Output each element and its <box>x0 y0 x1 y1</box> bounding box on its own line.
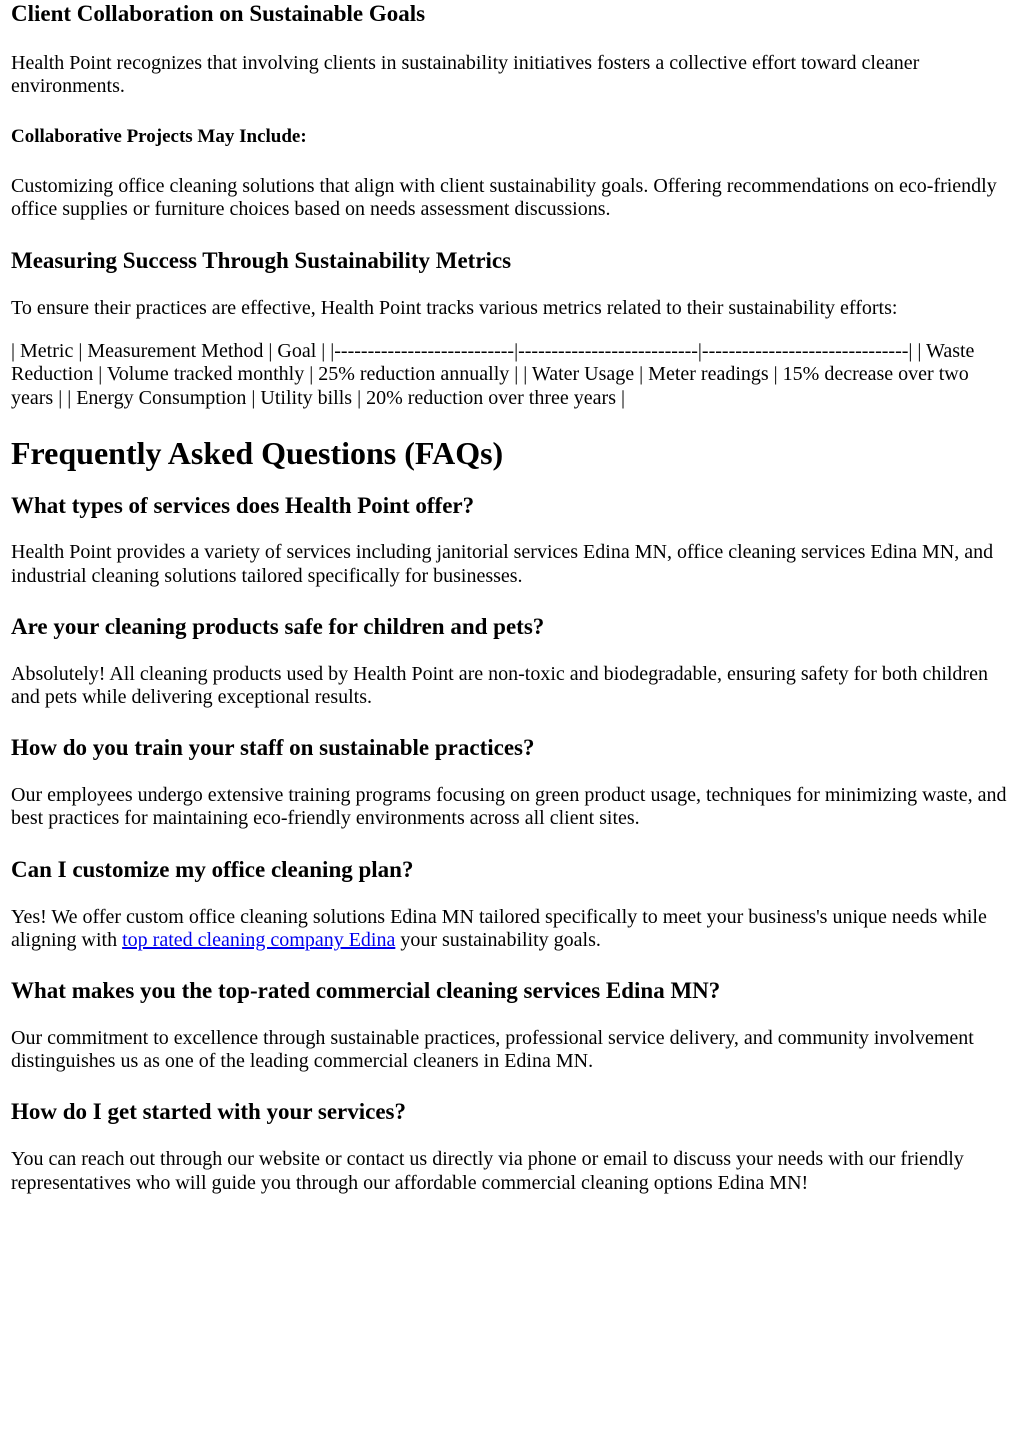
faq-question: What makes you the top-rated commercial cleaning services Edina MN? <box>11 977 721 1003</box>
cleaning-company-link[interactable]: top rated cleaning company Edina <box>122 929 396 952</box>
projects-text: Customizing office cleaning solutions that align with client sustainability goals. Offering recommendations on eco-friendly office supplies or furniture choices based on needs assessment discussions. <box>11 174 997 221</box>
faq-answer: Our commitment to excellence through sustainable practices, professional service delivery, and community involvement distinguishes us as one of the leading commercial cleaners in Edina MN. <box>11 1026 974 1072</box>
faq-question: Are your cleaning products safe for children and pets? <box>11 614 545 640</box>
projects-heading: Collaborative Projects May Include: <box>11 125 307 147</box>
faq-question: Can I customize my office cleaning plan? <box>11 856 414 882</box>
faq-question: How do you train your staff on sustainable practices? <box>11 734 535 760</box>
faq-question: How do I get started with your services? <box>11 1099 406 1125</box>
faq-answer <box>11 906 1013 953</box>
metrics-intro: To ensure their practices are effective, Health Point tracks various metrics related to their sustainability efforts: <box>11 296 898 319</box>
answer-text-before-link: Yes! We offer custom office cleaning solutions Edina MN tailored specifically to meet your business's unique needs while aligning with <box>11 905 987 952</box>
faq-answer: Our employees undergo extensive training programs focusing on green product usage, techniques for minimizing waste, and best practices for maintaining eco-friendly environments across all client sites. <box>11 783 1007 830</box>
answer-text-after-link: your sustainability goals. <box>395 929 601 952</box>
faq-answer: Health Point provides a variety of services including janitorial services Edina MN, office cleaning services Edina MN, and industrial cleaning solutions tailored specifically for businesses. <box>11 541 994 587</box>
collab-heading: Client Collaboration on Sustainable Goals <box>11 1 426 26</box>
faq-question: What types of services does Health Point offer? <box>11 493 475 519</box>
metrics-heading: Measuring Success Through Sustainability Metrics <box>11 247 512 273</box>
faq-answer: You can reach out through our website or contact us directly via phone or email to discuss your needs with our friendly representatives who will guide you through our affordable commercial cleaning options Edina MN! <box>11 1148 964 1194</box>
faq-answer: Absolutely! All cleaning products used by Health Point are non-toxic and biodegradable, ensuring safety for both children and pets while delivering exceptional results. <box>11 663 988 709</box>
collab-intro: Health Point recognizes that involving clients in sustainability initiatives fosters a collective effort toward cleaner environments. <box>11 52 920 98</box>
metrics-table-text: | Metric | Measurement Method | Goal | |---------------------------|---------------------------|-------------------------------| | Waste Reduction | Volume tracked monthly | 25% reduction annually | | Water Usage | Meter readings | 15% decrease over two years | | Energy Consumption | Utility bills | 20% reduction over three years | <box>11 340 975 409</box>
faq-heading: Frequently Asked Questions (FAQs) <box>11 435 504 472</box>
